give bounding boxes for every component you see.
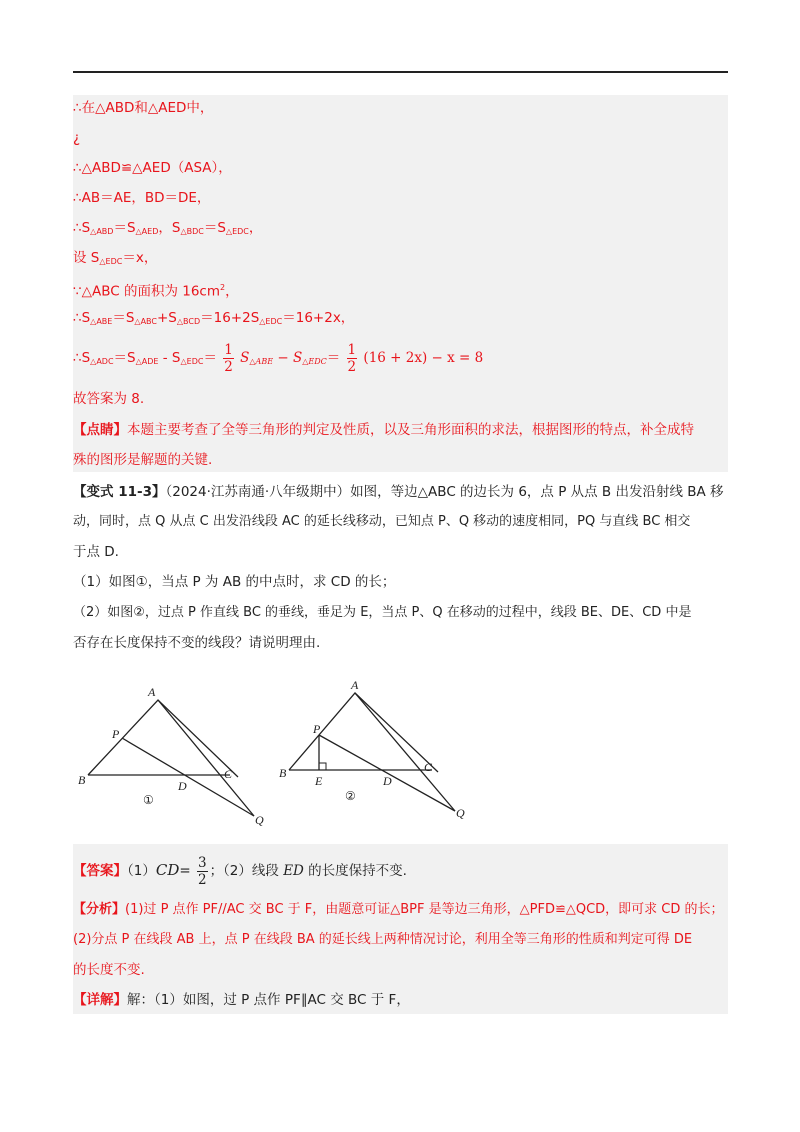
fig2-label-C: C: [424, 760, 433, 774]
figure-1: [70, 680, 290, 830]
question-2-line-1: （2）如图②，过点 P 作直线 BC 的垂线，垂足为 E，当点 P、Q 在移动的过程中，线段 BE、DE、CD 中是: [73, 605, 692, 620]
analysis-line-2: (2)分点 P 在线段 AB 上，点 P 在线段 BA 的延长线上两种情况讨论，利用全等三角形的性质和判定可得 DE: [73, 932, 693, 947]
fig1-label-Q: Q: [255, 813, 264, 827]
fig1-caption: ①: [143, 793, 154, 807]
sol-line-4: ∴AB＝AE，BD＝DE，: [73, 190, 211, 206]
answer-fraction: $\frac{3}{2}$: [197, 854, 207, 888]
detail-line-1: 【详解】解：（1）如图，过 P 点作 PF∥AC 交 BC 于 F，: [73, 992, 410, 1008]
sol-line-10: 故答案为 8.: [73, 391, 145, 407]
sol-line-8: $\therefore S_{\triangle ABE}=S_{\triangle ABC}+S_{\triangle BCD}=16+2S_{\triangle EDC}=16+2x$，: [73, 310, 355, 326]
fig2-label-Q: Q: [456, 806, 465, 820]
analysis-line-3: 的长度不变.: [73, 962, 145, 978]
fig2-label-D: D: [383, 774, 392, 788]
fig1-label-C: C: [224, 767, 233, 781]
fraction-half-1: $\frac{1}{2}$: [224, 341, 233, 375]
sol-line-3: ∴△ABD≌△AED（ASA），: [73, 160, 232, 176]
dianjing-line-1: 【点睛】本题主要考查了全等三角形的判定及性质，以及三角形面积的求法，根据图形的特点，补全成特: [73, 422, 694, 438]
fraction-half-2: $\frac{1}{2}$: [347, 341, 357, 375]
sol-line-2: ¿: [73, 130, 81, 146]
analysis-line-1: 【分析】(1)过 P 点作 PF//AC 交 BC 于 F，由题意可证△BPF 是等边三角形，△PFD≌△QCD，即可求 CD 的长；: [73, 902, 724, 917]
fig2-label-B: B: [279, 766, 287, 780]
figure-2: [275, 675, 485, 825]
problem-line-3: 于点 D.: [73, 544, 119, 560]
header-rule: [73, 71, 728, 73]
sol-line-1: ∴在△ABD和△AED中，: [73, 100, 214, 116]
fig1-label-D: D: [178, 779, 187, 793]
fig1-label-A: A: [148, 685, 156, 699]
fig1-label-B: B: [78, 773, 86, 787]
fig2-label-P: P: [313, 722, 321, 736]
sol-line-6: 设 $S_{\triangle EDC}=x$，: [73, 250, 158, 266]
problem-line-1: 【变式 11-3】（2024·江苏南通·八年级期中）如图，等边△ABC 的边长为 6，点 P 从点 B 出发沿射线 BA 移: [73, 484, 724, 500]
fig2-label-A: A: [351, 678, 359, 692]
sol-line-9: $\therefore S_{\triangle ADC}=S_{\triangle ADE} - S_{\triangle EDC}=$ $\frac{1}{2}$ $S_{\triangle ABE} - S_{\triangle EDC}=$ $\frac{1}{2}$ (16 + 2x) − x = 8: [73, 341, 484, 375]
fig1-label-P: P: [112, 727, 120, 741]
fig2-label-E: E: [315, 774, 323, 788]
fig2-caption: ②: [345, 789, 356, 803]
sol-line-7: ∵△ABC 的面积为 $16cm^2$，: [73, 283, 239, 300]
answer-line: 【答案】（1）CD= $\frac{3}{2}$ ；（2）线段 ED 的长度保持不变.: [73, 854, 407, 888]
question-1: （1）如图①，当点 P 为 AB 的中点时，求 CD 的长；: [73, 574, 396, 590]
problem-line-2: 动，同时，点 Q 从点 C 出发沿线段 AC 的延长线移动，已知点 P、Q 移动的速度相同，PQ 与直线 BC 相交: [73, 514, 691, 529]
question-2-line-2: 否存在长度保持不变的线段？请说明理由.: [73, 635, 321, 651]
dianjing-line-2: 殊的图形是解题的关键.: [73, 452, 213, 468]
sol-line-5: $\therefore S_{\triangle ABD}=S_{\triangle AED}$，$S_{\triangle BDC}=S_{\triangle EDC}$，: [73, 220, 263, 236]
